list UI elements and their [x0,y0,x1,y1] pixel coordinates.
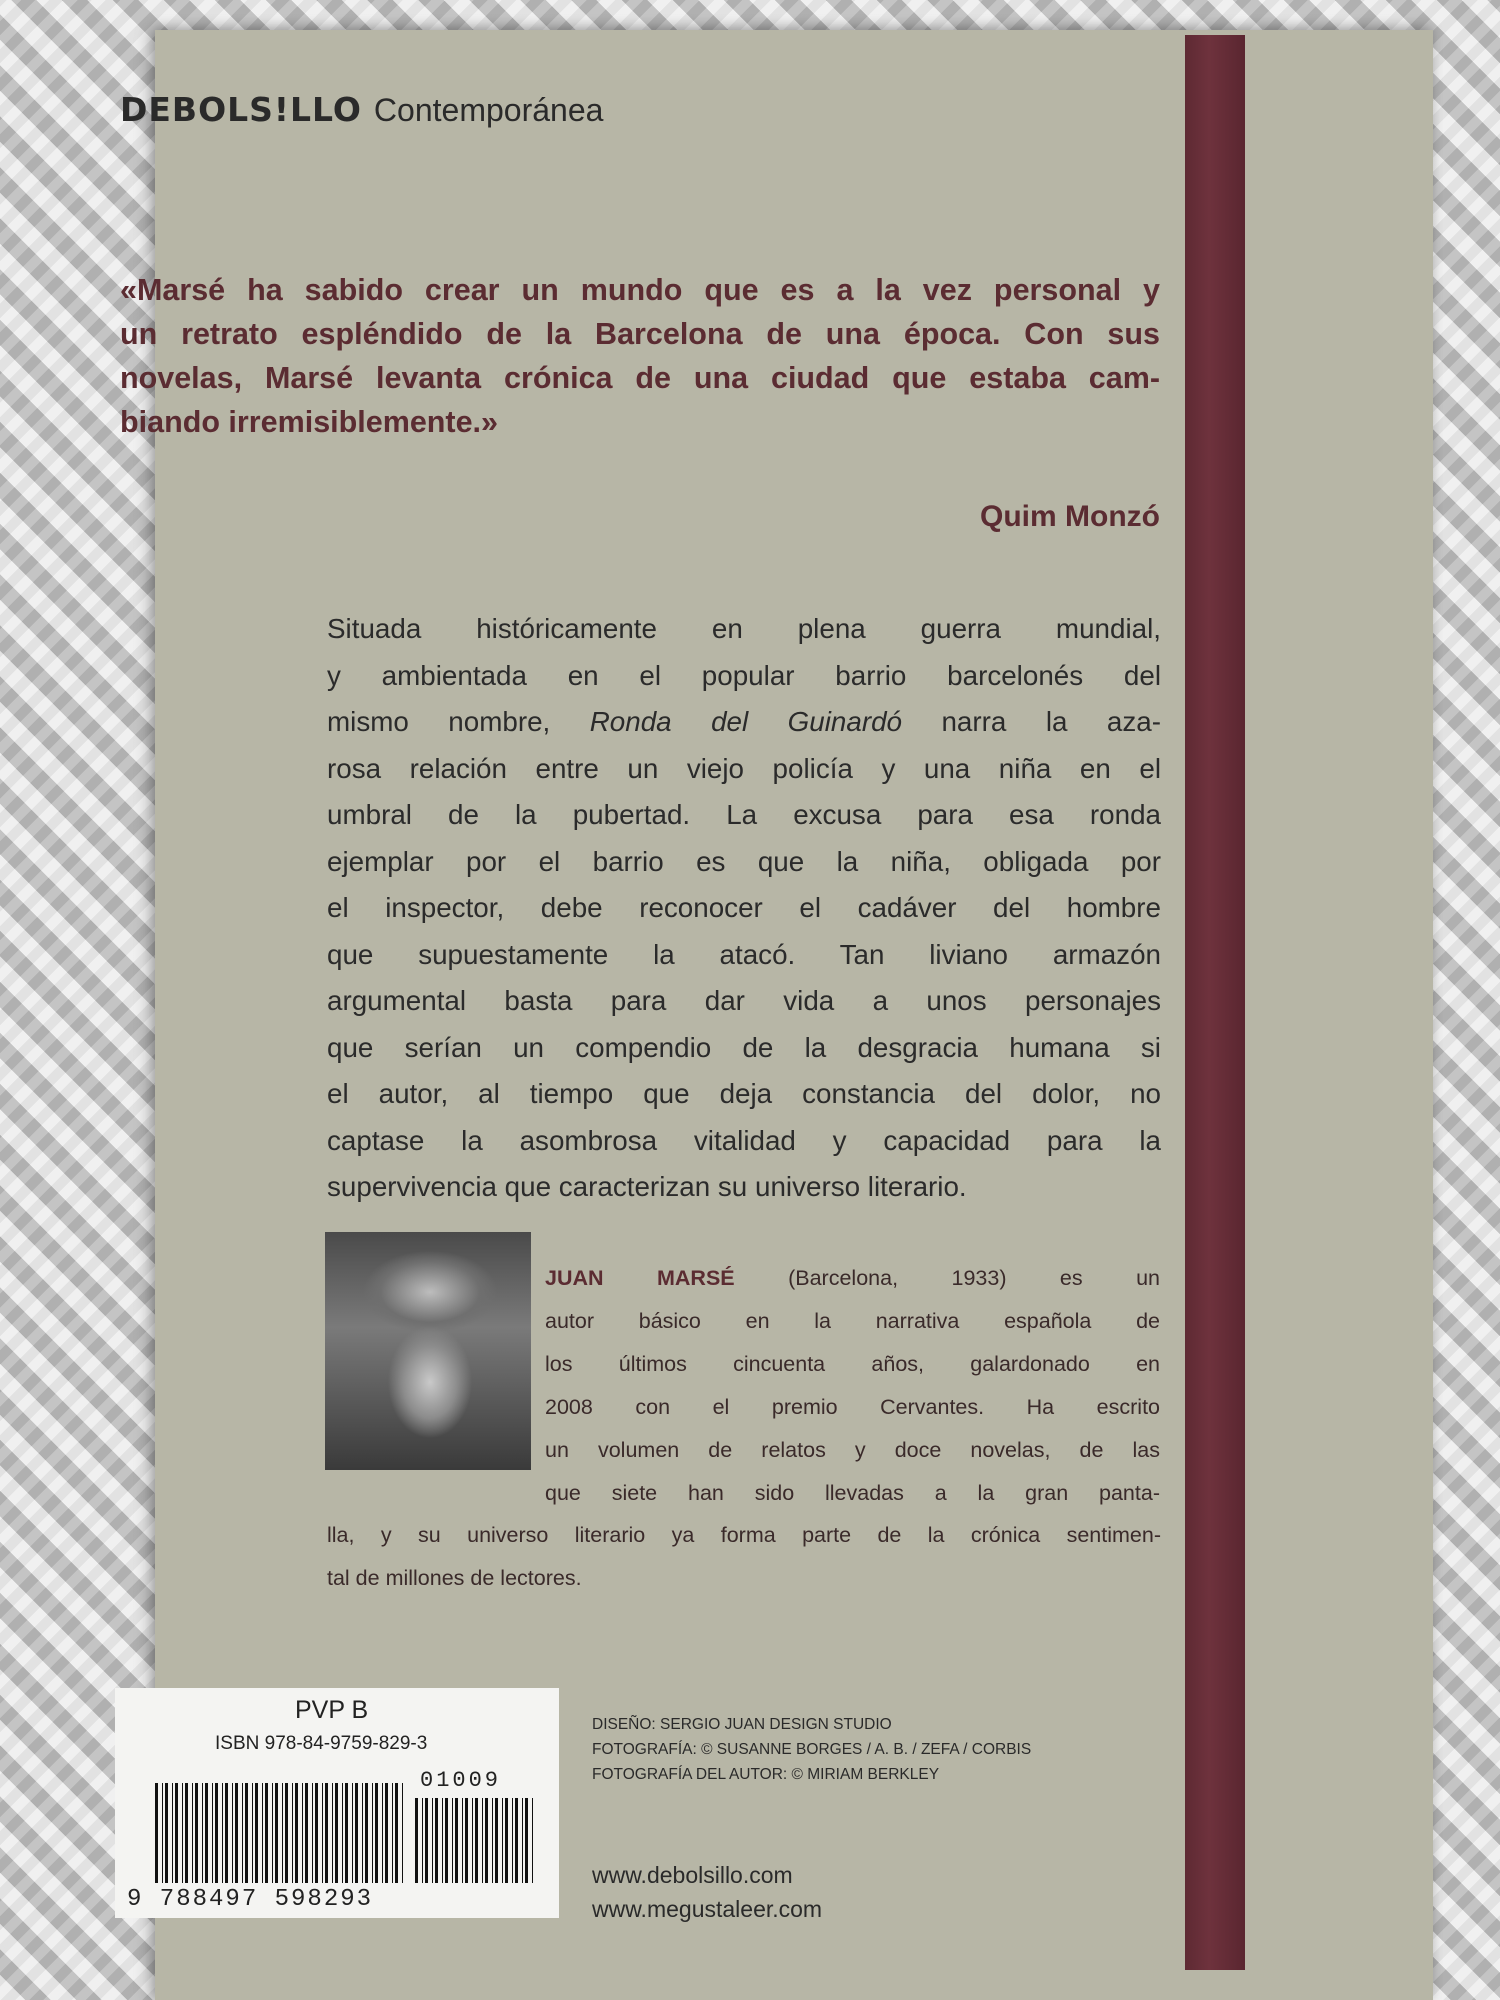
synopsis-line: el inspector, debe reconocer el cadáver del hombre [327,892,1161,923]
synopsis-line: que serían un compendio de la desgracia humana si [327,1031,1161,1063]
synopsis-line: argumental basta para dar vida a unos personajes [327,985,1161,1016]
author-bio-continued [327,1514,1161,1600]
author-name: JUAN MARSÉ [545,1266,735,1290]
quote-author: Quim Monzó [980,500,1160,533]
bio-line: tal de millones de lectores. [327,1566,582,1590]
synopsis-text: narra la aza- [902,706,1161,737]
synopsis-line: Situada históricamente en plena guerra mundial, [327,613,1161,644]
author-photo [325,1232,531,1470]
website-link[interactable]: www.megustaleer.com [592,1896,823,1922]
bio-line: los últimos cincuenta años, galardonado en [545,1352,1160,1376]
credit-line: FOTOGRAFÍA DEL AUTOR: © MIRIAM BERKLEY [592,1766,940,1783]
credits [592,1712,1152,1787]
synopsis-line: el autor, al tiempo que deja constancia del dolor, no [327,1078,1161,1109]
review-quote [120,268,1160,444]
publisher-brand [120,90,603,129]
price-code: PVP B [295,1696,369,1724]
website-link[interactable]: www.debolsillo.com [592,1862,793,1888]
author-bio [545,1257,1160,1515]
quote-line: novelas, Marsé levanta crónica de una ciudad que estaba cam- [120,361,1160,395]
bio-line: autor básico en la narrativa española de [545,1309,1160,1333]
book-title: Ronda del Guinardó [589,706,903,737]
credit-line: FOTOGRAFÍA: © SUSANNE BORGES / A. B. / ZEFA / CORBIS [592,1741,1032,1758]
series-name: Contemporánea [373,92,604,128]
synopsis-line [327,699,1161,746]
spine-edge [1185,35,1245,1970]
bio-line [545,1257,1160,1300]
synopsis-line: captase la asombrosa vitalidad y capacidad para la [327,1124,1161,1156]
addon-digits: 01009 [420,1768,502,1793]
publisher-logo: DEBOLS!LLO [120,90,362,129]
synopsis-line: rosa relación entre un viejo policía y una niña en el [327,752,1161,784]
quote-line: biando irremisiblemente.» [120,405,498,439]
synopsis-line: ejemplar por el barrio es que la niña, obligada por [327,845,1161,877]
quote-line: un retrato espléndido de la Barcelona de una época. Con sus [120,317,1160,351]
bio-line: un volumen de relatos y doce novelas, de las [545,1438,1160,1462]
bio-text: (Barcelona, 1933) es un [734,1266,1161,1290]
ean-digits: 9 788497 598293 [127,1886,374,1913]
isbn: ISBN 978-84-9759-829-3 [215,1733,428,1754]
barcode-label [115,1688,559,1918]
addon-barcode-bars [415,1798,535,1883]
quote-line: «Marsé ha sabido crear un mundo que es a la vez personal y [120,273,1160,307]
credit-line: DISEÑO: SERGIO JUAN DESIGN STUDIO [592,1716,892,1733]
websites [592,1858,822,1926]
bio-line: que siete han sido llevadas a la gran panta- [545,1481,1160,1505]
synopsis-line: umbral de la pubertad. La excusa para esa ronda [327,799,1161,830]
synopsis-line: supervivencia que caracterizan su universo literario. [327,1171,967,1202]
synopsis-line: y ambientada en el popular barrio barcelonés del [327,659,1161,691]
bio-line: 2008 con el premio Cervantes. Ha escrito [545,1395,1160,1419]
bio-line: lla, y su universo literario ya forma parte de la crónica sentimen- [327,1523,1161,1547]
synopsis-line: que supuestamente la atacó. Tan liviano armazón [327,938,1161,970]
synopsis-text: mismo nombre, [327,706,590,737]
barcode-bars [155,1783,405,1883]
synopsis [327,606,1161,1211]
